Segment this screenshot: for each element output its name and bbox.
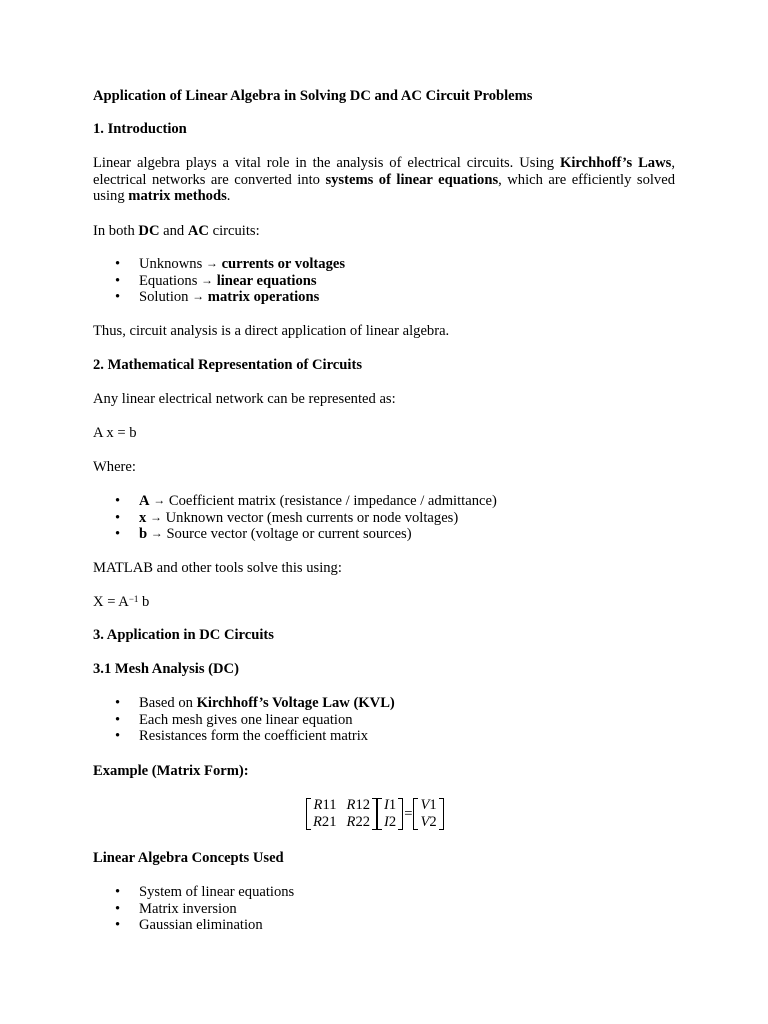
section-3-heading: 3. Application in DC Circuits	[93, 627, 274, 643]
symbol-description: Source vector (voltage or current sources)	[166, 526, 412, 543]
bullet-text: Each mesh gives one linear equation	[139, 711, 353, 728]
cell-index: 2	[429, 814, 437, 830]
intro-bold-matrix-methods: matrix methods	[128, 188, 227, 205]
list-item	[93, 493, 675, 510]
example-heading: Example (Matrix Form):	[93, 763, 249, 779]
list-item	[93, 510, 675, 527]
matrix-cell	[382, 814, 398, 831]
intro-bold-kirchhoff: Kirchhoff’s Laws	[560, 155, 672, 171]
list-item	[93, 273, 675, 290]
list-item: • Matrix inversion	[93, 901, 675, 918]
resistance-matrix	[306, 797, 377, 831]
bullet-label: Equations	[139, 272, 198, 289]
list-item: • System of linear equations	[93, 884, 675, 901]
bullet-value: matrix operations	[207, 289, 320, 306]
document-title: Application of Linear Algebra in Solving DC and AC Circuit Problems	[93, 88, 533, 104]
symbol-bullet-list	[93, 493, 675, 543]
arrow-icon: →	[153, 493, 166, 507]
cell-index: 12	[355, 797, 371, 813]
cell-index: 2	[388, 814, 397, 830]
symbol-description: Coefficient matrix (resistance / impedance / admittance)	[168, 493, 497, 509]
cell-symbol: R	[313, 797, 323, 813]
bullet-value: currents or voltages	[221, 256, 346, 272]
intro-bullet-list	[93, 256, 675, 306]
equals-sign: =	[404, 805, 413, 822]
symbol-description: Unknown vector (mesh currents or node voltages)	[165, 509, 459, 526]
intro-text-2: , electrical networks are converted into	[93, 155, 675, 188]
intro-text-4: .	[226, 188, 231, 205]
arrow-icon: →	[149, 509, 162, 524]
cell-symbol: R	[346, 814, 356, 830]
list-item	[93, 526, 675, 543]
intro-text-1: Linear algebra plays a vital role in the analysis of electrical circuits. Using	[93, 155, 561, 171]
arrow-icon: →	[201, 272, 214, 287]
symbol: x	[139, 509, 147, 526]
list-item	[93, 728, 675, 745]
matrix-cell	[382, 797, 398, 814]
mesh-bullet-list	[93, 695, 675, 745]
dcac-text-3: circuits:	[208, 223, 260, 239]
bullet-text: Based on	[139, 695, 197, 711]
symbol: b	[139, 526, 148, 543]
cell-index: 1	[429, 797, 437, 813]
matrix-cell	[418, 797, 438, 814]
dcac-text-1: In both	[93, 223, 139, 239]
solution-lhs: X = A	[93, 594, 129, 610]
dcac-bold-dc: DC	[138, 223, 160, 239]
intro-paragraph	[93, 155, 675, 205]
bullet-label: Unknowns	[139, 256, 203, 272]
cell-index: 1	[388, 797, 397, 813]
list-item: • Gaussian elimination	[93, 917, 675, 934]
cell-symbol: I	[384, 814, 389, 830]
bullet-bold-kvl: Kirchhoff’s Voltage Law (KVL)	[196, 695, 395, 711]
matrix-equation	[306, 795, 444, 833]
intro-text-3: , which are efficiently solved using	[93, 171, 675, 205]
list-item	[93, 695, 675, 712]
dcac-text-2: and	[159, 223, 188, 239]
matrix-cell	[311, 797, 339, 814]
cell-symbol: I	[384, 797, 389, 813]
symbol: A	[139, 493, 150, 509]
solution-rhs: b	[138, 594, 150, 610]
where-label: Where:	[93, 459, 136, 475]
matlab-paragraph: MATLAB and other tools solve this using:	[93, 560, 342, 576]
bullet-text: Resistances form the coefficient matrix	[139, 728, 369, 745]
arrow-icon: →	[192, 289, 205, 304]
voltage-vector	[413, 797, 443, 831]
current-vector	[377, 797, 403, 831]
cell-symbol: V	[420, 814, 430, 830]
intro-bold-systems: systems of linear equations	[325, 171, 499, 188]
solution-equation	[93, 594, 675, 611]
arrow-icon: →	[150, 526, 163, 541]
inverse-superscript: −1	[128, 594, 139, 604]
intro-conclusion: Thus, circuit analysis is a direct application of linear algebra.	[93, 323, 450, 339]
matrix-cell	[339, 814, 373, 831]
representation-paragraph: Any linear electrical network can be represented as:	[93, 391, 396, 407]
section-1-heading: 1. Introduction	[93, 121, 187, 137]
dc-ac-paragraph	[93, 223, 675, 240]
cell-symbol: R	[346, 797, 356, 813]
list-item	[93, 256, 675, 273]
arrow-icon: →	[205, 256, 218, 270]
concepts-bullet-list	[93, 884, 675, 934]
cell-index: 11	[322, 797, 337, 813]
dcac-bold-ac: AC	[187, 223, 209, 239]
section-2-heading: 2. Mathematical Representation of Circuits	[93, 357, 362, 373]
matrix-cell	[418, 814, 438, 831]
cell-symbol: R	[313, 814, 322, 830]
concepts-heading: Linear Algebra Concepts Used	[93, 850, 284, 866]
bullet-value: linear equations	[216, 272, 317, 289]
cell-symbol: V	[420, 797, 430, 813]
bullet-label: Solution	[139, 289, 189, 306]
subsection-3-1-heading: 3.1 Mesh Analysis (DC)	[93, 661, 239, 677]
list-item	[93, 289, 675, 306]
cell-index: 21	[321, 814, 337, 830]
cell-index: 22	[355, 814, 371, 830]
matrix-cell	[311, 814, 339, 831]
matrix-cell	[339, 797, 373, 814]
equation-ax-b: A x = b	[93, 425, 137, 441]
list-item	[93, 712, 675, 729]
